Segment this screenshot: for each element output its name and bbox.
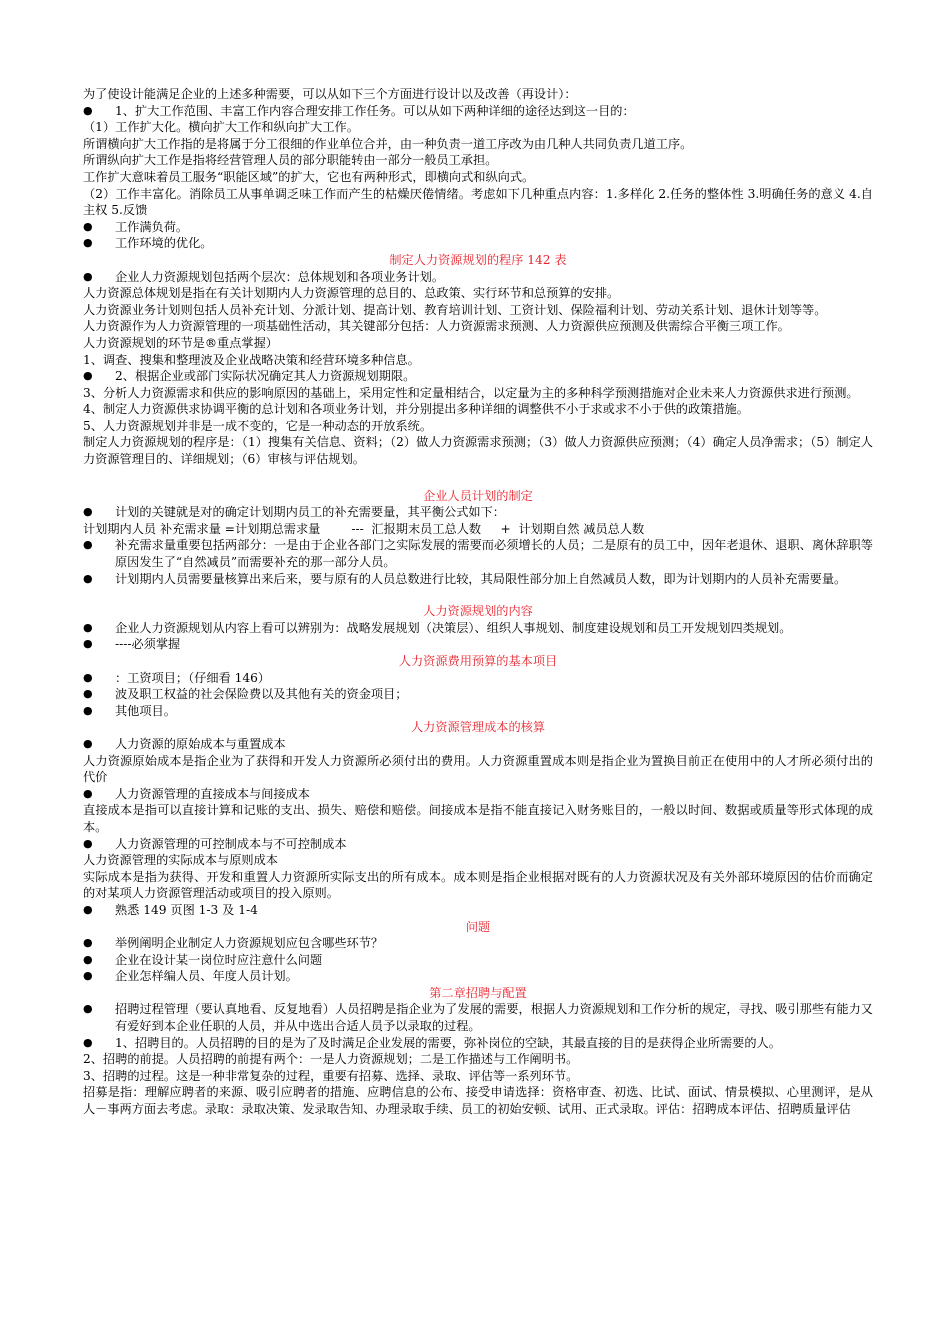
bullet-item: ● 1、扩大工作范围、丰富工作内容合理安排工作任务。可以从如下两种详细的途径达到这一目的： (83, 103, 635, 118)
bullet-icon: ● (83, 936, 93, 950)
bullet-icon: ● (83, 637, 93, 651)
bullet-icon: ● (83, 1002, 93, 1016)
paragraph: 人力资源原始成本是指企业为了获得和开发人力资源所必须付出的费用。人力资源重置成本则是指企业为置换目前正在使用中的人才所必须付出的代价 (83, 753, 873, 785)
bullet-icon: ● (83, 736, 93, 750)
bullet-item: ● 波及职工权益的社会保险费以及其他有关的资金项目； (83, 687, 408, 702)
paragraph: 招募是指：理解应聘者的来源、吸引应聘者的措施、应聘信息的公布、接受申请选择：资格审查、初选、比试、面试、情景模拟、心里测评，是从人－事两方面去考虑。录取：录取决策、发录取告知、办理录取手续、员工的初始安顿、试用、正式录取。评估：招聘成本评估、招聘质量评估 (83, 1085, 873, 1117)
bullet-item: ● 计划期内人员需要量核算出来后来，要与原有的人员总数进行比较，其局限性部分加上自然减员人数，即为计划期内的人员补充需要量。 (83, 571, 847, 586)
bullet-item: ● 2、根据企业或部门实际状况确定其人力资源规划期限。 (83, 369, 416, 384)
bullet-icon: ● (83, 369, 93, 383)
paragraph: （1）工作扩大化。横向扩大工作和纵向扩大工作。 (83, 120, 359, 135)
paragraph: 工作扩大意味着员工服务“职能区域”的扩大，它也有两种形式，即横向式和纵向式。 (83, 169, 535, 184)
bullet-icon: ● (83, 571, 93, 585)
paragraph: 制定人力资源规划的程序是：（1）搜集有关信息、资料；（2）做人力资源需求预测；（3）做人力资源供应预测；（4）确定人员净需求；（5）制定人力资源管理目的、详细规划；（6）审核与评估规划。 (83, 435, 873, 467)
section-heading: 问题 (465, 919, 491, 934)
bullet-icon: ● (83, 952, 93, 966)
bullet-item: ● 1、招聘目的。人员招聘的目的是为了及时满足企业发展的需要，弥补岗位的空缺，其最直接的目的是获得企业所需要的人。 (83, 1035, 781, 1050)
paragraph: 直接成本是指可以直接计算和记账的支出、损失、赔偿和赔偿。间接成本是指不能直接记入财务账目的，一般以时间、数据或质量等形式体现的成本。 (83, 803, 873, 834)
bullet-icon: ● (83, 786, 93, 800)
bullet-item: ● 人力资源的原始成本与重置成本 (83, 736, 286, 751)
paragraph: 人力资源管理的实际成本与原则成本 (83, 853, 278, 868)
bullet-icon: ● (83, 269, 93, 283)
bullet-icon: ● (83, 836, 93, 850)
bullet-icon: ● (83, 538, 93, 552)
paragraph: （2）工作丰富化。消除员工从事单调乏味工作而产生的枯燥厌倦情绪。考虑如下几种重点内容：1.多样化 2.任务的整体性 3.明确任务的意义 4.自主权 5.反馈 (83, 186, 873, 218)
paragraph: 1、调查、搜集和整理波及企业战略决策和经营环境多种信息。 (83, 352, 420, 367)
bullet-item: ● 举例阐明企业制定人力资源规划应包含哪些环节？ (83, 936, 384, 951)
bullet-item: ● 熟悉 149 页图 1-3 及 1-4 (83, 902, 258, 917)
bullet-icon: ● (83, 969, 93, 983)
bullet-icon: ● (83, 687, 93, 701)
bullet-item: ● ----必须掌握 (83, 637, 181, 652)
bullet-icon: ● (83, 103, 93, 117)
bullet-icon: ● (83, 236, 93, 250)
bullet-item: ● 工作满负荷。 (83, 219, 189, 234)
bullet-item: ● 工作环境的优化。 (83, 236, 213, 251)
paragraph: 4、制定人力资源供求协调平衡的总计划和各项业务计划，并分别提出多种详细的调整供不小于求或求不小于供的政策措施。 (83, 402, 749, 417)
bullet-item: ● 计划的关键就是对的确定计划期内员工的补充需要量，其平衡公式如下： (83, 505, 505, 520)
paragraph: 人力资源业务计划则包括人员补充计划、分派计划、提高计划、教育培训计划、工资计划、保险福利计划、劳动关系计划、退休计划等等。 (83, 302, 827, 317)
paragraph: 3、分析人力资源需求和供应的影响原因的基础上，采用定性和定量相结合，以定量为主的多种科学预测措施对企业未来人力资源供求进行预测。 (83, 385, 859, 400)
document-body (83, 86, 873, 1118)
bullet-item: ● ：工资项目；（仔细看 146） (83, 670, 271, 685)
bullet-icon: ● (83, 505, 93, 519)
bullet-icon: ● (83, 902, 93, 916)
section-heading: 企业人员计划的制定 (423, 488, 533, 503)
bullet-icon: ● (83, 620, 93, 634)
paragraph: 5、人力资源规划并非是一成不变的，它是一种动态的开放系统。 (83, 418, 433, 433)
bullet-item: ● 企业怎样编人员、年度人员计划。 (83, 969, 298, 984)
section-heading: 制定人力资源规划的程序 142 表 (389, 252, 567, 267)
formula-line: 计划期内人员 补充需求量 =计划期总需求量 --- 汇报期末员工总人数 + 计划期自然 减员总人数 (83, 521, 645, 536)
paragraph: 人力资源规划的环节是®重点掌握） (83, 335, 278, 350)
bullet-item: ● 其他项目。 (83, 703, 176, 718)
paragraph: 人力资源作为人力资源管理的一项基础性活动，其关键部分包括：人力资源需求预测、人力资源供应预测及供需综合平衡三项工作。 (83, 319, 790, 334)
bullet-item: ● 人力资源管理的可控制成本与不可控制成本 (83, 836, 347, 851)
spacer (83, 468, 873, 488)
bullet-item: ● 企业在设计某一岗位时应注意什么问题 (83, 952, 323, 967)
bullet-icon: ● (83, 670, 93, 684)
paragraph: 2、招聘的前提。人员招聘的前提有两个：一是人力资源规划；二是工作描述与工作阐明书。 (83, 1052, 579, 1067)
bullet-icon: ● (83, 1035, 93, 1049)
section-heading: 人力资源规划的内容 (423, 604, 533, 619)
paragraph: 所谓纵向扩大工作是指将经营管理人员的部分职能转由一部分一般员工承担。 (83, 153, 498, 168)
paragraph: 实际成本是指为获得、开发和重置人力资源所实际支出的所有成本。成本则是指企业根据对既有的人力资源状况及有关外部环境原因的估价而确定的对某项人力资源管理活动或项目的投入原则。 (83, 869, 873, 901)
section-heading: 第二章招聘与配置 (429, 985, 527, 1000)
bullet-item: ● 补充需求量重要包括两部分：一是由于企业各部门之实际发展的需要而必须增长的人员；二是原有的员工中，因年老退休、退职、离休辞职等原因发生了“自然减员”而需要补充的那一部分人员。 (83, 538, 873, 570)
bullet-icon: ● (83, 219, 93, 233)
paragraph: 人力资源总体规划是指在有关计划期内人力资源管理的总目的、总政策、实行环节和总预算的安排。 (83, 286, 620, 301)
spacer (83, 587, 873, 603)
section-heading: 人力资源费用预算的基本项目 (398, 654, 558, 668)
bullet-item: ● 人力资源管理的直接成本与间接成本 (83, 786, 310, 801)
section-heading: 人力资源管理成本的核算 (410, 720, 546, 735)
bullet-item: ● 招聘过程管理（要认真地看、反复地看）人员招聘是指企业为了发展的需要，根据人力资源规划和工作分析的规定，寻找、吸引那些有能力又有爱好到本企业任职的人员，并从中选出合适人员予以录取的过程。 (83, 1002, 873, 1034)
bullet-icon: ● (83, 703, 93, 717)
paragraph: 3、招聘的过程。这是一种非常复杂的过程，重要有招募、选择、录取、评估等一系列环节。 (83, 1068, 579, 1083)
paragraph: 所谓横向扩大工作指的是将属于分工很细的作业单位合并，由一种负责一道工序改为由几种人共同负责几道工序。 (83, 136, 693, 151)
paragraph: 为了使设计能满足企业的上述多种需要，可以从如下三个方面进行设计以及改善（再设计）： (83, 87, 577, 101)
bullet-item: ● 企业人力资源规划包括两个层次：总体规划和各项业务计划。 (83, 269, 445, 284)
bullet-item: ● 企业人力资源规划从内容上看可以辨别为：战略发展规划（决策层）、组织人事规划、制度建设规划和员工开发规划四类规划。 (83, 620, 792, 635)
